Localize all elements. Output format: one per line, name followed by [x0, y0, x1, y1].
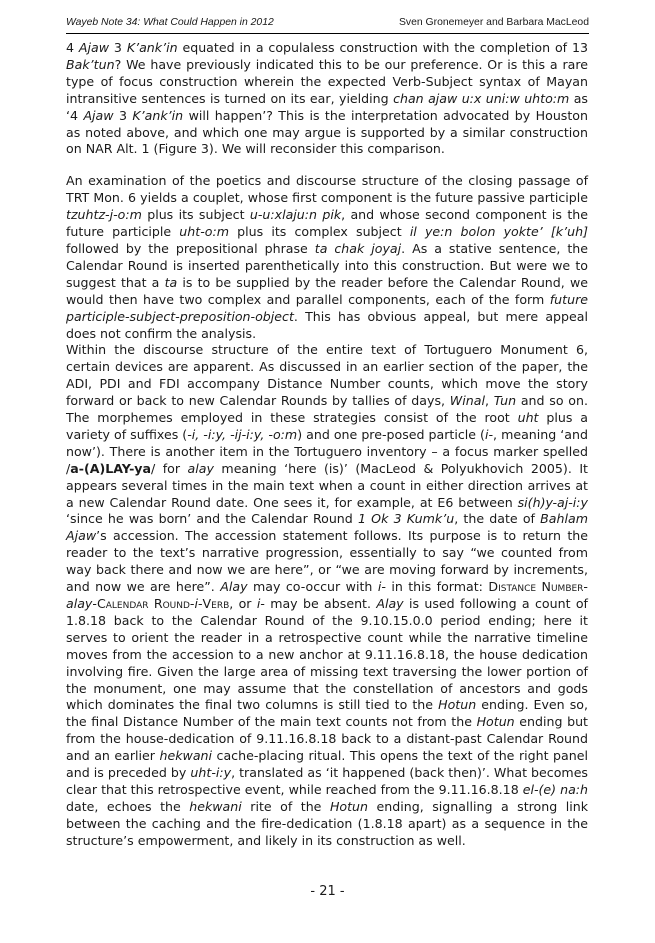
italic-text-run: hekwani — [159, 748, 213, 764]
italic-text-run: Bak’tun — [66, 56, 115, 72]
italic-text-run: si(h)y-aj-i:y — [517, 494, 588, 510]
italic-text-run: ta chak joyaj — [314, 240, 402, 256]
header-divider — [66, 33, 589, 34]
text-run: , meaning ‘and now’). There is another item in the Tortuguero inventory – a focus marker spelled / — [66, 426, 588, 476]
text-run: ’s accession. The accession statement follows. Its purpose is to return the reader to the text’s narrative progression, essentially to say “we counted from way back there and now we are here”, or “we are moving forward by increments, and now we are here”. — [66, 528, 588, 595]
text-run: , or — [229, 596, 257, 611]
text-run: . As a stative sentence, the Calendar Round is inserted parenthetically into this construction. But were we to suggest that a — [66, 240, 588, 290]
text-run: date, echoes the — [66, 798, 190, 814]
text-run: ) and one pre-posed particle ( — [297, 426, 485, 442]
small-caps-text-run: Distance Number- — [488, 579, 588, 595]
running-header — [66, 17, 589, 28]
text-run: ending. Even so, the final Distance Number of the main text counts not from the — [66, 697, 588, 730]
paragraph-1 — [66, 40, 588, 158]
text-run: plus its complex subject — [228, 224, 410, 240]
text-run: will happen’? This is the interpretation advocated by Houston as noted above, and which one may argue is supported by a similar construction on NAR Alt. 1 (Figure 3). We will reconsider this comparison. — [66, 107, 588, 157]
text-run: 4 — [66, 40, 79, 55]
bold-text-run: a-(A)LAY-ya — [70, 460, 152, 476]
text-run: ‘since he was born’ and the Calendar Round — [66, 511, 358, 527]
text-run: , and whose second component is the future participle — [66, 207, 588, 240]
text-run: ending, signalling a strong link between the caching and the fire-dedication (1.8.18 apart) as a sequence in the structure’s empowerment, and likely in its construction as well. — [66, 798, 589, 848]
italic-text-run: i- — [484, 426, 494, 442]
header-authors: Sven Gronemeyer and Barbara MacLeod — [398, 17, 589, 28]
italic-text-run: K’ank’in — [132, 107, 184, 123]
italic-text-run: alay — [187, 460, 214, 476]
small-caps-text-run: Calendar Round- — [96, 596, 195, 611]
text-run: , the date of — [454, 511, 541, 527]
paragraph-2 — [66, 173, 588, 342]
italic-text-run: 1 Ok 3 Kumk’u — [357, 511, 455, 527]
italic-text-run: Ajaw — [78, 40, 110, 55]
italic-text-run: Alay — [376, 596, 404, 611]
italic-text-run: i- — [377, 579, 386, 595]
italic-text-run: Tun — [493, 393, 517, 409]
italic-text-run: Ajaw — [83, 107, 114, 123]
text-run: in this format: — [385, 579, 489, 595]
italic-text-run: i- — [256, 596, 265, 611]
italic-text-run: Winal — [449, 393, 485, 409]
text-run: Within the discourse structure of the entire text of Tortuguero Monument 6, certain devices are apparent. As discussed in an earlier section of the paper, the ADI, PDI and FDI accompany Distance Number counts, which move the story forward or back to new Calendar Rounds by tallies of days, — [66, 342, 588, 409]
italic-text-run: alay — [66, 596, 93, 611]
body-text — [66, 40, 588, 850]
text-run: followed by the prepositional phrase — [66, 240, 315, 256]
italic-text-run: ta — [164, 274, 178, 290]
italic-text-run: chan ajaw u:x uni:w uhto:m — [393, 90, 570, 106]
italic-text-run: Hotun — [438, 697, 477, 713]
italic-text-run: -i, -i:y, -ij-i:y, -o:m — [187, 426, 298, 442]
italic-text-run: Hotun — [476, 714, 515, 730]
text-run: as ‘4 — [66, 90, 588, 123]
text-run: cache-placing ritual. This opens the text of the right panel and is preceded by — [66, 748, 588, 781]
text-run: An examination of the poetics and discourse structure of the closing passage of TRT Mon. 6 yields a couplet, whose first component is the future passive participle — [66, 173, 588, 206]
text-run: is to be supplied by the reader before the Calendar Round, we would then have two complex and parallel components, each of the form — [66, 274, 588, 307]
text-run: ending but from the house-dedication of 9.11.16.8.18 back to a distant-past Calendar Round and an earlier — [66, 714, 588, 764]
text-run: 3 — [113, 107, 133, 123]
paragraph-3 — [66, 342, 588, 849]
italic-text-run: uht-o:m — [179, 224, 229, 240]
text-run: , translated as ‘it happened (back then)’. What becomes clear that this retrospective event, while reached from the 9.11.16.8.18 — [66, 765, 588, 797]
text-run: ? We have previously indicated this to be our preference. Or is this a rare type of focus construction wherein the expected Verb-Subject syntax of Mayan intransitive sentences is turned on its ear, yielding — [66, 56, 588, 106]
text-run: - — [92, 596, 97, 611]
italic-text-run: uht — [517, 410, 539, 426]
italic-text-run: i — [194, 596, 198, 611]
text-run: rite of the — [241, 798, 330, 814]
italic-text-run: future participle-subject-preposition-object — [66, 291, 588, 324]
italic-text-run: Alay — [220, 579, 248, 595]
italic-text-run: el-(e) na:h — [522, 781, 589, 797]
text-run: equated in a copulaless construction with the completion of 13 — [177, 40, 588, 55]
text-run: meaning ‘here (is)’ (MacLeod & Polyukhovich 2005). It appears several times in the main text when a count in either direction arrives at a new Calendar Round date. One sees it, for example, at E6 between — [66, 460, 588, 510]
italic-text-run: tzuhtz-j-o:m — [66, 207, 142, 223]
page-number: - 21 - — [310, 884, 345, 899]
header-title: Wayeb Note 34: What Could Happen in 2012 — [66, 17, 274, 28]
text-run: . This has obvious appeal, but mere appeal does not confirm the analysis. — [66, 308, 588, 341]
italic-text-run: K’ank’in — [126, 40, 178, 55]
italic-text-run: hekwani — [189, 798, 242, 814]
text-run: plus a variety of suffixes ( — [66, 410, 588, 442]
text-run: / for — [151, 460, 188, 476]
text-run: and so on. The morphemes employed in these strategies consist of the root — [66, 393, 588, 426]
italic-text-run: Hotun — [329, 798, 369, 814]
italic-text-run: il ye:n bolon yokte’ [k’uh] — [409, 224, 588, 240]
italic-text-run: u-u:xlaju:n pik — [249, 207, 342, 223]
text-run: - — [197, 596, 203, 611]
text-run: may be absent. — [264, 596, 377, 611]
text-run: may co-occur with — [247, 579, 378, 595]
italic-text-run: uht-i:y — [190, 765, 232, 781]
italic-text-run: Bahlam Ajaw — [66, 511, 588, 544]
small-caps-text-run: Verb — [202, 596, 230, 611]
text-run: is used following a count of 1.8.18 back to the Calendar Round of the 9.10.15.0.0 period ending; here it serves to orient the reader in a retrospective count while the narrative timeline moves from the accession to a new anchor at 9.11.16.8.18, the house dedication involving fire. Given the large area of missing text traversing the lower portion of the monument, one may assume that the constellation of ancestors and gods which dominates the final two columns is still tied to the — [66, 596, 588, 713]
text-run: 3 — [109, 40, 127, 55]
text-run: plus its subject — [141, 207, 250, 223]
text-run: , — [484, 393, 494, 409]
